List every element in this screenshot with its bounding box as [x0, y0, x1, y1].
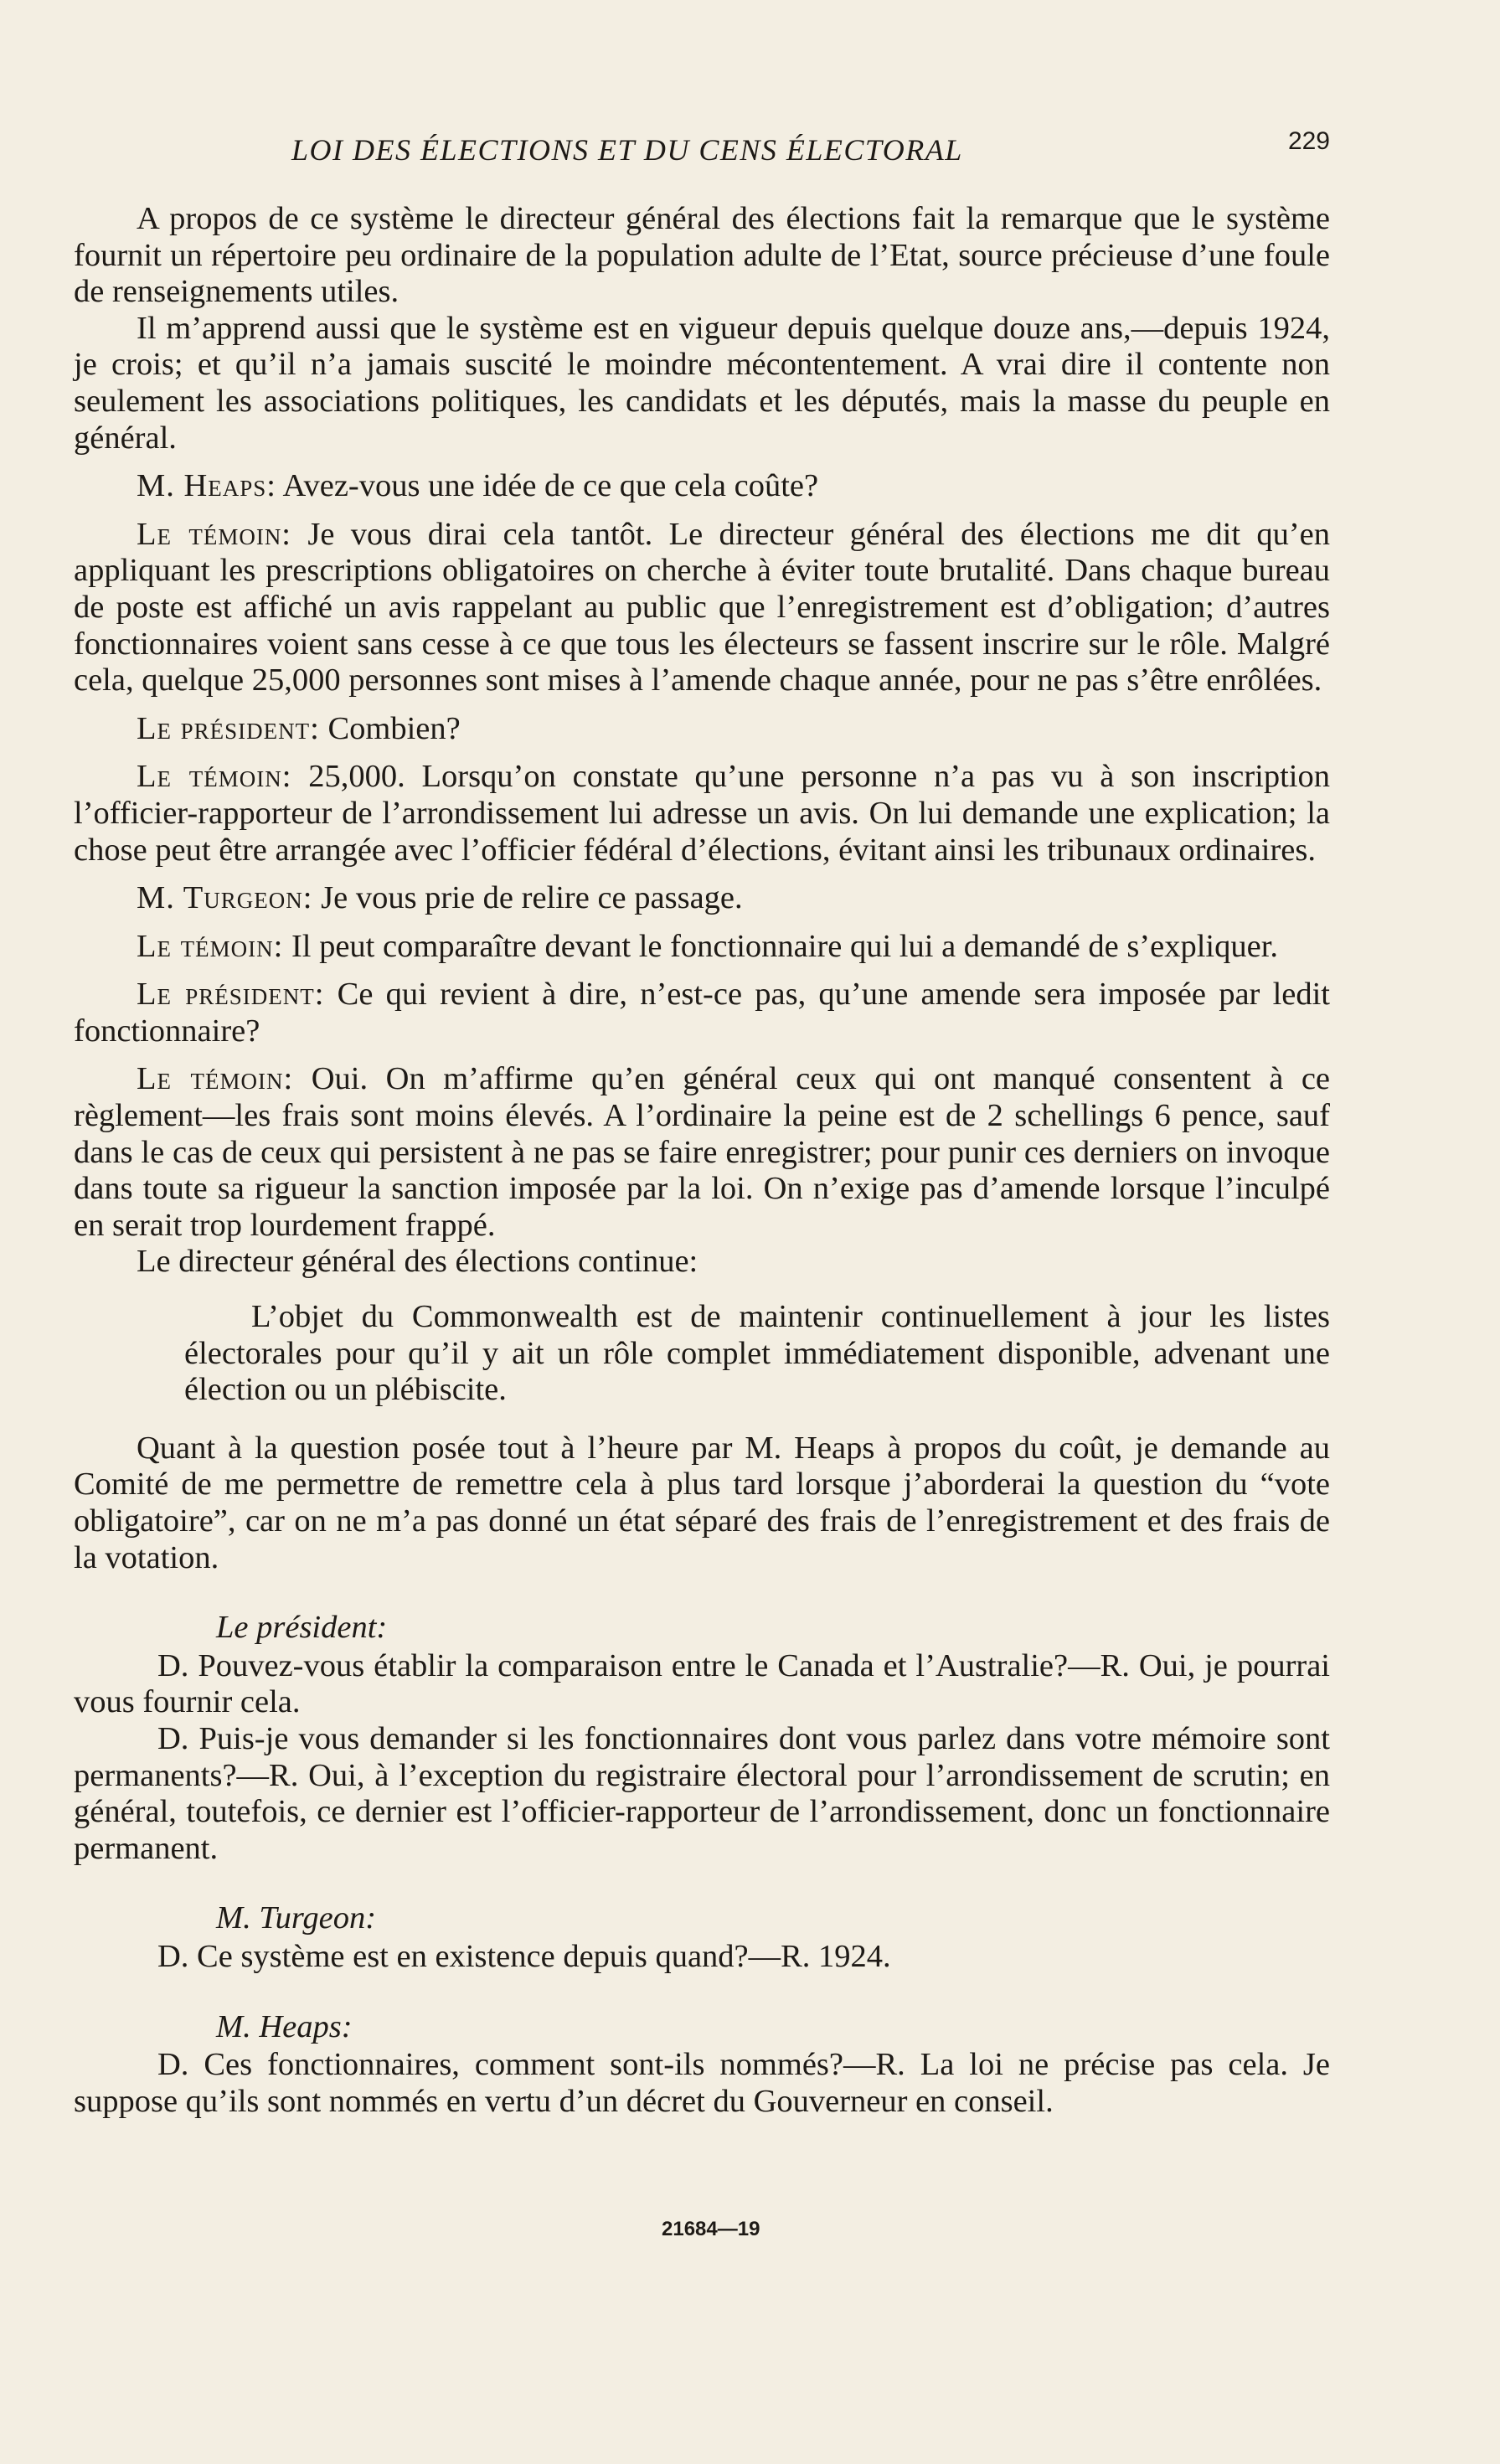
- dialogue-text: Je vous dirai cela tantôt. Le directeur général des élections me dit qu’en appliquant les prescriptions obligatoires on cherche à éviter toute brutalité. Dans chaque bureau de poste est affiché un avis rappelant au public que l’enregistrement est d’obligation; d’autres fonctionnaires voient sans cesse à ce que tous les électeurs se fassent inscrire sur le rôle. Malgré cela, quelque 25,000 personnes sont mises à l’amende chaque année, pour ne pas s’être enrôlées.: [74, 516, 1331, 698]
- dialogue-text: Il peut comparaître devant le fonctionnaire qui lui a demandé de s’expliquer.: [291, 928, 1279, 964]
- paragraph: A propos de ce système le directeur général des élections fait la remarque que le système fournit un répertoire peu ordinaire de la population adulte de l’Etat, source précieuse d’une foule de renseignements utiles.: [74, 201, 1330, 310]
- document-page: [74, 0, 1330, 2464]
- section-speaker: Le président:: [216, 1610, 388, 1646]
- dialogue-turn: [74, 977, 1330, 1049]
- speaker-name: M. Heaps:: [137, 468, 277, 504]
- running-title: LOI DES ÉLECTIONS ET DU CENS ÉLECTORAL: [291, 133, 963, 167]
- dialogue-turn: [74, 880, 1330, 917]
- dialogue-text: Je vous prie de relire ce passage.: [321, 880, 743, 916]
- dialogue-turn: [74, 517, 1330, 699]
- dialogue-text: Combien?: [327, 710, 461, 746]
- dialogue-turn: [74, 468, 1330, 505]
- dialogue-turn: [74, 759, 1330, 869]
- printer-signature: 21684—19: [662, 2218, 760, 2240]
- dialogue-text: Avez-vous une idée de ce que cela coûte?: [282, 468, 819, 504]
- question-answer: D. Pouvez-vous établir la comparaison entre le Canada et l’Australie?—R. Oui, je pourrai vous fournir cela.: [74, 1647, 1330, 1720]
- speaker-name: Le témoin:: [137, 1061, 294, 1097]
- question-answer: D. Puis-je vous demander si les fonctionnaires dont vous parlez dans votre mémoire sont permanents?—R. Oui, à l’exception du registraire électoral pour l’arrondissement de scrutin; en général, toutefois, ce dernier est l’officier-rapporteur de l’arrondissement, donc un fonctionnaire permanent.: [74, 1720, 1330, 1866]
- dialogue-turn: [74, 1061, 1330, 1244]
- continue-line: Le directeur général des élections continue:: [137, 1244, 698, 1280]
- paragraph: Il m’apprend aussi que le système est en vigueur depuis quelque douze ans,—depuis 1924, je crois; et qu’il n’a jamais suscité le moindre mécontentement. A vrai dire il contente non seulement les associations politiques, les candidats et les députés, mais la masse du peuple en général.: [74, 310, 1330, 456]
- speaker-name: Le témoin:: [137, 759, 292, 795]
- question-answer: D. Ces fonctionnaires, comment sont-ils nommés?—R. La loi ne précise pas cela. Je suppose qu’ils sont nommés en vertu d’un décret du Gouverneur en conseil.: [74, 2047, 1330, 2119]
- section-speaker: M. Turgeon:: [216, 1900, 377, 1936]
- paragraph: Quant à la question posée tout à l’heure par M. Heaps à propos du coût, je demande au Comité de me permettre de remettre cela à plus tard lorsque j’aborderai la question du “vote obligatoire”, car on ne m’a pas donné un état séparé des frais de l’enregistrement et des frais de la votation.: [74, 1430, 1330, 1575]
- question-answer: D. Ce système est en existence depuis quand?—R. 1924.: [157, 1938, 891, 1974]
- running-header: [74, 127, 1330, 183]
- speaker-name: Le témoin:: [137, 928, 284, 964]
- speaker-name: Le président:: [137, 977, 325, 1013]
- dialogue-text: Oui. On m’affirme qu’en général ceux qui ont manqué consentent à ce règlement—les frais sont moins élevés. A l’ordinaire la peine est de 2 schellings 6 pence, sauf dans le cas de ceux qui persistent à ne pas se faire enregistrer; pour punir ces derniers on invoque dans toute sa rigueur la sanction imposée par la loi. On n’exige pas d’amende lorsque l’inculpé en serait trop lourdement frappé.: [74, 1061, 1331, 1243]
- page-body: [74, 201, 1330, 2120]
- dialogue-turn: [74, 711, 1330, 748]
- dialogue-text: Ce qui revient à dire, n’est-ce pas, qu’une amende sera imposée par ledit fonctionnaire?: [74, 977, 1331, 1049]
- speaker-name: Le témoin:: [137, 516, 292, 552]
- dialogue-text: 25,000. Lorsqu’on constate qu’une personne n’a pas vu à son inscription l’officier-rapporteur de l’arrondissement lui adresse un avis. On lui demande une explication; la chose peut être arrangée avec l’officier fédéral d’élections, évitant ainsi les tribunaux ordinaires.: [74, 759, 1330, 868]
- speaker-name: Le président:: [137, 710, 320, 746]
- dialogue-turn: [74, 929, 1330, 966]
- block-quote: [74, 1299, 1330, 1409]
- quote-text: L’objet du Commonwealth est de maintenir continuellement à jour les listes électorales pour qu’il y ait un rôle complet immédiatement disponible, advenant une élection ou un plébiscite.: [184, 1299, 1330, 1408]
- section-speaker: M. Heaps:: [216, 2008, 353, 2044]
- page-number: 229: [1287, 127, 1330, 155]
- speaker-name: M. Turgeon:: [137, 880, 313, 916]
